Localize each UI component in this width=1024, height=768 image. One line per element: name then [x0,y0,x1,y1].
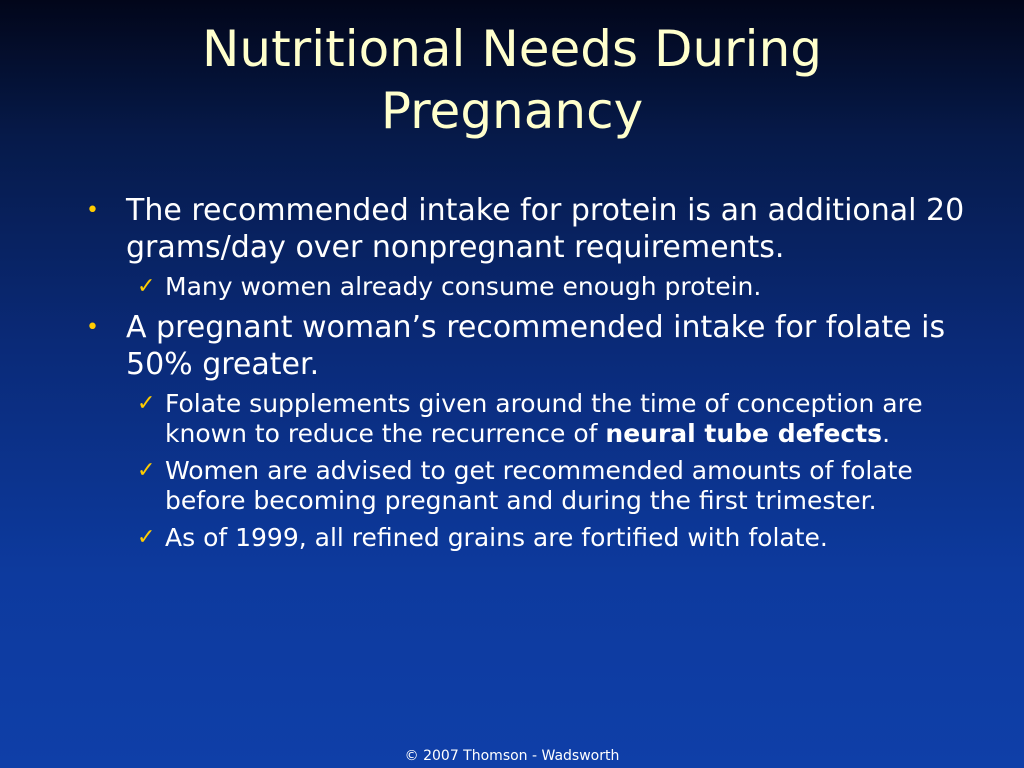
checkmark-icon: ✓ [137,458,156,483]
slide-title: Nutritional Needs During Pregnancy [201,20,823,140]
sub-list-folate [131,389,966,553]
subpoint-fortified-grains [131,523,966,553]
subpoint-text: Many women already consume enough protein. [165,272,762,301]
checkmark-icon: ✓ [137,391,156,416]
bullet-folate [86,309,966,383]
bullet-dot-icon: • [86,315,99,340]
subpoint-text-after: . [882,419,891,448]
subpoint-folate-supplements [131,389,966,449]
footer-copyright: © 2007 Thomson - Wadsworth [404,748,620,764]
bullet-dot-icon: • [86,198,99,223]
checkmark-icon: ✓ [137,274,156,299]
subpoint-text-before: Folate supplements given around the time of conception are known to reduce the recurrence of [165,389,923,448]
bullet-text: The recommended intake for protein is an additional 20 grams/day over nonpregnant requirements. [126,193,965,265]
subpoint-folate-timing [131,456,966,516]
checkmark-icon: ✓ [137,525,156,550]
subpoint-bold-term: neural tube defects [605,419,883,448]
subpoint-text: Women are advised to get recommended amounts of folate before becoming pregnant and during the first trimester. [165,456,913,515]
bullet-protein [86,192,966,266]
subpoint-text: As of 1999, all refined grains are fortified with folate. [165,523,828,552]
bullet-text: A pregnant woman’s recommended intake for folate is 50% greater. [126,310,946,382]
slide-body [86,192,966,560]
sub-list-protein [131,272,966,302]
subpoint-protein-consumption [131,272,966,302]
